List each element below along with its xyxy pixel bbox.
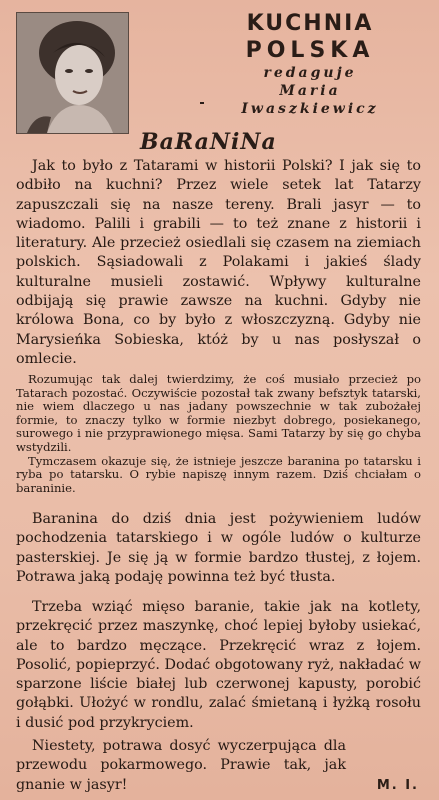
article-paragraph-4: Baranina do dziś dnia jest pożywieniem ludów pochodzenia tatarskiego i w ogóle ludów o kulturze pasterskiej. Je się ją w formie bardzo tłustej, z łojem. Potrawa jaką podaję powinna też być tłusta. xyxy=(16,511,421,585)
masthead-title-line2: POLSKA xyxy=(245,38,375,63)
article-paragraph-5: Trzeba wziąć mięso baranie, takie jak na kotlety, przekręcić przez maszynkę, choć lepiej byłoby usiekać, ale to bardzo męczące. Przekręcić wraz z łojem. Posolić, popieprzyć. Dodać obgotowany ryż, nakładać w sparzone liście białej lub czerwonej kapusty, porobić gołąbki. Ułożyć w rondlu, zalać śmietaną i łyżką rosołu i dusić pod przykryciem. xyxy=(16,599,421,731)
article-title: BaRaNiNa xyxy=(140,129,277,155)
article-paragraph-1-block xyxy=(16,157,421,369)
masthead-editor-surname: Iwaszkiewicz xyxy=(241,101,379,117)
column-masthead xyxy=(190,10,430,118)
masthead-editor-firstname: Maria xyxy=(279,83,341,99)
masthead-editor-label: redaguje xyxy=(263,65,357,81)
masthead-title-line1: KUCHNIA xyxy=(246,11,374,36)
decorative-dash xyxy=(200,102,204,104)
article-paragraph-6-block xyxy=(16,737,346,795)
article-paragraph-6: Niestety, potrawa dosyć wyczerpująca dla przewodu pokarmowego. Prawie tak, jak gnanie w jasyr! xyxy=(16,738,346,793)
portrait-image xyxy=(17,13,128,133)
article-paragraph-4-block xyxy=(16,510,421,587)
article-small-print-block xyxy=(16,373,421,495)
article-paragraph-1: Jak to było z Tatarami w historii Polski? I jak się to odbiło na kuchni? Przez wiele setek lat Tatarzy zapuszczali się na nasze tereny. Brali jasyr — to wiadomo. Palili i grabili — to też znane z historii i literatury. Ale przecież osiedlali się czasem na ziemiach polskich. Sąsiadowali z Polakami i jakieś ślady kulturalne musieli zostawić. Wpływy kulturalne odbijają się prawie zawsze na kuchni. Gdyby nie królowa Bona, co by było z włoszczyzną. Gdyby nie Marysieńka Sobieska, któż by u nas posłyszał o omlecie. xyxy=(16,158,421,367)
article-paragraph-2: Rozumując tak dalej twierdzimy, że coś musiało przecież po Tatarach pozostać. Oczywiście pozostał tak zwany befsztyk tatarski, nie wiem dlaczego u nas jadany powszechnie w tak zubożałej formie, to znaczy tylko w formie niezbyt dobrego, posiekanego, surowego i nie przyprawionego mięsa. Sami Tatarzy by się go chyba wstydzili. xyxy=(16,372,421,454)
author-signature: M. I. xyxy=(376,778,419,793)
article-paragraph-3: Tymczasem okazuje się, że istnieje jeszcze baranina po tatarsku i ryba po tatarsku. O rybie napiszę innym razem. Dziś chciałam o baraninie. xyxy=(16,453,421,495)
author-portrait xyxy=(16,12,129,134)
article-paragraph-5-block xyxy=(16,598,421,733)
